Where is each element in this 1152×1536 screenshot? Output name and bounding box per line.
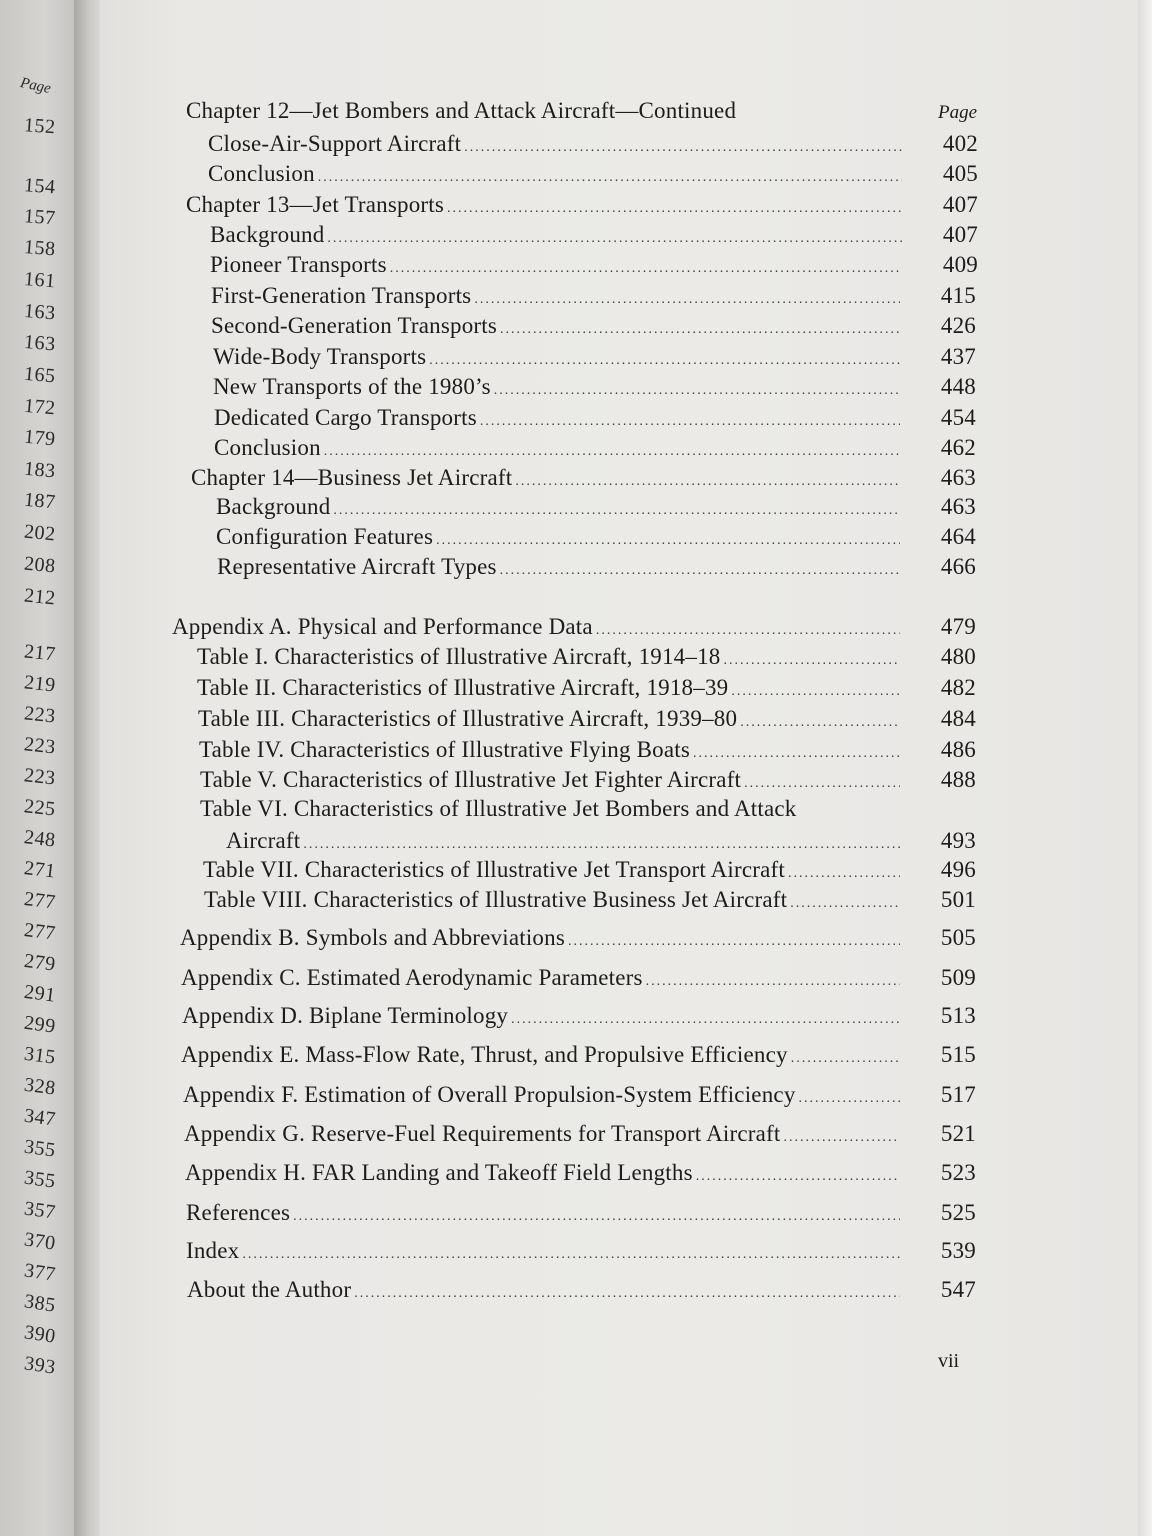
toc-entry-page: 463 xyxy=(940,494,976,519)
toc-entry-title: Configuration Features xyxy=(216,524,434,549)
toc-entry-title: Conclusion xyxy=(214,435,321,460)
toc-entry xyxy=(214,435,976,461)
toc-entry xyxy=(185,1160,976,1186)
left-page-number: 385 xyxy=(22,1290,58,1317)
toc-entry xyxy=(186,1200,976,1226)
left-facing-page xyxy=(0,0,82,1536)
toc-entry xyxy=(210,252,978,278)
dot-leader xyxy=(324,445,900,459)
left-page-number: 357 xyxy=(22,1197,58,1224)
left-page-number: 355 xyxy=(22,1166,58,1193)
dot-leader xyxy=(390,262,902,276)
toc-entry-page: 517 xyxy=(940,1082,976,1107)
toc-entry xyxy=(213,344,976,370)
dot-leader xyxy=(480,415,900,429)
dot-leader xyxy=(447,202,902,216)
toc-entry xyxy=(226,828,976,854)
left-page-number: 202 xyxy=(23,520,57,546)
left-page-number: 277 xyxy=(22,918,57,945)
dot-leader xyxy=(354,1287,900,1301)
toc-entry-page: 402 xyxy=(942,131,978,156)
left-page-number: 187 xyxy=(23,488,57,514)
toc-entry xyxy=(208,161,978,187)
toc-entry-title: Background xyxy=(216,494,331,519)
left-page-number: 377 xyxy=(22,1259,58,1286)
toc-entry xyxy=(200,767,976,793)
dot-leader xyxy=(791,1052,900,1066)
toc-entry-title: Appendix C. Estimated Aerodynamic Parameters xyxy=(181,965,643,990)
left-page-number: 225 xyxy=(22,795,57,821)
dot-leader xyxy=(464,141,902,155)
dot-leader xyxy=(724,654,901,668)
left-page-number: 277 xyxy=(22,888,57,914)
left-page-number: 154 xyxy=(23,174,57,199)
toc-entry-page: 409 xyxy=(942,252,978,277)
toc-entry xyxy=(198,706,976,732)
continued-heading: Chapter 12—Jet Bombers and Attack Aircraft—Continued xyxy=(186,98,737,123)
left-page-number: 163 xyxy=(23,330,57,356)
page-column-label: Page xyxy=(938,102,978,123)
toc-entry-title: Appendix H. FAR Landing and Takeoff Field Lengths xyxy=(185,1160,693,1185)
dot-leader xyxy=(788,867,900,881)
left-page-number: 393 xyxy=(22,1352,58,1379)
toc-entry-title: Table III. Characteristics of Illustrative Aircraft, 1939–80 xyxy=(198,706,738,731)
dot-leader xyxy=(429,354,900,368)
left-page-number: 152 xyxy=(23,114,57,139)
toc-entry-title: First-Generation Transports xyxy=(211,283,472,308)
dot-leader xyxy=(744,777,900,791)
toc-entry-title: References xyxy=(186,1200,291,1225)
toc-entry-page: 539 xyxy=(940,1238,976,1263)
left-page-number: 279 xyxy=(22,949,57,976)
toc-entry-page: 513 xyxy=(940,1003,976,1028)
toc-entry-page: 454 xyxy=(940,405,976,430)
toc-entry xyxy=(210,222,978,248)
toc-entry xyxy=(197,644,976,670)
left-page-number: 179 xyxy=(23,425,57,451)
toc-entry-title: Table VII. Characteristics of Illustrative Jet Transport Aircraft xyxy=(203,857,785,882)
left-page-number: 370 xyxy=(22,1228,58,1255)
toc-entry-page: 426 xyxy=(940,313,976,338)
dot-leader xyxy=(303,838,900,852)
left-page-number: 291 xyxy=(22,980,57,1007)
left-page-number: 223 xyxy=(23,733,57,759)
toc-entry xyxy=(216,494,976,520)
left-page-number: 161 xyxy=(23,268,57,293)
toc-entry-page: 496 xyxy=(940,857,976,882)
toc-entry-page: 482 xyxy=(940,675,976,700)
toc-entry xyxy=(211,283,976,309)
left-page-number: 219 xyxy=(23,671,57,697)
toc-entry xyxy=(199,737,976,763)
toc-entry-page: 466 xyxy=(940,554,976,579)
toc-entry-page: 462 xyxy=(940,435,976,460)
toc-entry xyxy=(182,1003,976,1029)
toc-entry-title: Table IV. Characteristics of Illustrative Flying Boats xyxy=(199,737,691,762)
dot-leader xyxy=(436,534,900,548)
toc-entry xyxy=(211,313,976,339)
left-page-number: 208 xyxy=(23,552,57,578)
left-page-number: 172 xyxy=(23,394,57,420)
toc-entry xyxy=(217,554,976,580)
toc-entry-title: Appendix A. Physical and Performance Data xyxy=(172,614,593,639)
toc-entry-title: Appendix D. Biplane Terminology xyxy=(182,1003,509,1028)
dot-leader xyxy=(740,716,900,730)
left-page-header: Page xyxy=(18,74,53,98)
toc-entry-page: 521 xyxy=(940,1121,976,1146)
toc-entry-page: 509 xyxy=(940,965,976,990)
toc-entry-title: New Transports of the 1980’s xyxy=(213,374,491,399)
toc-entry xyxy=(214,405,976,431)
toc-entry xyxy=(187,1277,976,1303)
toc-entry xyxy=(180,925,976,951)
toc-entry xyxy=(216,524,976,550)
toc-entry-table-vi-line1: Table VI. Characteristics of Illustrative Jet Bombers and Attack xyxy=(200,796,797,821)
toc-entry-title: Second-Generation Transports xyxy=(211,313,498,338)
toc-entry-title: Close-Air-Support Aircraft xyxy=(208,131,462,156)
toc-entry-page: 448 xyxy=(940,374,976,399)
toc-entry-title: Appendix E. Mass-Flow Rate, Thrust, and Propulsive Efficiency xyxy=(181,1042,788,1067)
toc-entry xyxy=(204,887,976,913)
dot-leader xyxy=(515,475,900,489)
toc-entry xyxy=(181,965,976,991)
toc-entry-page: 480 xyxy=(940,644,976,669)
toc-entry-title: Wide-Body Transports xyxy=(213,344,427,369)
toc-entry-title: About the Author xyxy=(187,1277,352,1302)
left-page-number: 217 xyxy=(23,640,57,666)
toc-entry-page: 405 xyxy=(942,161,978,186)
toc-entry xyxy=(181,1042,976,1068)
dot-leader xyxy=(333,504,900,518)
toc-entry-page: 525 xyxy=(940,1200,976,1225)
toc-entry xyxy=(184,1121,976,1147)
toc-entry-title: Table II. Characteristics of Illustrative Aircraft, 1918–39 xyxy=(197,675,729,700)
toc-entry-title: Chapter 14—Business Jet Aircraft xyxy=(191,465,513,490)
left-page-number: 328 xyxy=(22,1073,57,1100)
toc-entry-page: 479 xyxy=(940,614,976,639)
left-page-number: 157 xyxy=(23,205,57,230)
toc-entry xyxy=(172,614,976,640)
toc-entry-page: 407 xyxy=(942,192,978,217)
toc-entry xyxy=(203,857,976,883)
dot-leader xyxy=(242,1248,900,1262)
toc-entry-page: 505 xyxy=(940,925,976,950)
toc-entry-title: Appendix B. Symbols and Abbreviations xyxy=(180,925,565,950)
page-folio: vii xyxy=(938,1350,960,1372)
dot-leader xyxy=(511,1013,900,1027)
left-page-number: 315 xyxy=(22,1042,57,1069)
toc-entry-page: 486 xyxy=(940,737,976,762)
toc-entry xyxy=(191,465,976,491)
toc-entry-title: Dedicated Cargo Transports xyxy=(214,405,477,430)
toc-entry-title: Representative Aircraft Types xyxy=(217,554,497,579)
toc-entry-title: Chapter 13—Jet Transports xyxy=(186,192,444,217)
left-page-number: 390 xyxy=(22,1321,58,1348)
page-edge xyxy=(1138,0,1152,1536)
toc-entry-title: Pioneer Transports xyxy=(210,252,387,277)
dot-leader xyxy=(596,624,900,638)
left-page-number: 223 xyxy=(23,702,57,728)
toc-entry xyxy=(186,1238,976,1264)
toc-entry-page: 463 xyxy=(940,465,976,490)
dot-leader xyxy=(500,564,900,578)
dot-leader xyxy=(696,1170,900,1184)
left-page-number: 271 xyxy=(22,857,57,883)
left-page-number: 299 xyxy=(22,1011,57,1038)
toc-entry-page: 493 xyxy=(940,828,976,853)
toc-entry-page: 501 xyxy=(940,887,976,912)
toc-entry-title: Table VIII. Characteristics of Illustrative Business Jet Aircraft xyxy=(204,887,788,912)
toc-entry-title: Table V. Characteristics of Illustrative Jet Fighter Aircraft xyxy=(200,767,742,792)
toc-entry xyxy=(208,131,978,157)
toc-entry xyxy=(213,374,976,400)
left-page-number: 223 xyxy=(23,764,57,790)
toc-entry-page: 547 xyxy=(940,1277,976,1302)
toc-entry-title: Conclusion xyxy=(208,161,315,186)
toc-entry xyxy=(183,1082,976,1108)
toc-entry xyxy=(186,192,978,218)
toc-entry xyxy=(197,675,976,701)
toc-entry-title: Aircraft xyxy=(226,828,301,853)
toc-entry-title: Appendix G. Reserve-Fuel Requirements for Transport Aircraft xyxy=(184,1121,781,1146)
dot-leader xyxy=(783,1131,900,1145)
dot-leader xyxy=(474,293,900,307)
dot-leader xyxy=(293,1210,900,1224)
dot-leader xyxy=(693,747,900,761)
left-page-number: 165 xyxy=(23,362,57,388)
toc-entry-title: Table I. Characteristics of Illustrative Aircraft, 1914–18 xyxy=(197,644,721,669)
toc-entry-page: 515 xyxy=(940,1042,976,1067)
dot-leader xyxy=(500,323,900,337)
left-page-number: 158 xyxy=(23,236,57,261)
dot-leader xyxy=(731,685,900,699)
left-page-number: 212 xyxy=(23,584,57,610)
left-page-number: 248 xyxy=(22,826,57,852)
toc-entry-title: Appendix F. Estimation of Overall Propulsion-System Efficiency xyxy=(183,1082,796,1107)
left-page-number: 347 xyxy=(22,1104,57,1131)
left-page-number: 183 xyxy=(23,457,57,483)
left-page-number: 355 xyxy=(22,1135,57,1162)
toc-entry-title: Background xyxy=(210,222,325,247)
dot-leader xyxy=(799,1092,900,1106)
toc-entry-page: 437 xyxy=(940,344,976,369)
toc-entry-page: 407 xyxy=(942,222,978,247)
dot-leader xyxy=(568,935,900,949)
toc-entry-page: 488 xyxy=(940,767,976,792)
toc-entry-title: Index xyxy=(186,1238,240,1263)
toc-entry-page: 415 xyxy=(940,283,976,308)
toc-entry-page: 484 xyxy=(940,706,976,731)
toc-entry-page: 523 xyxy=(940,1160,976,1185)
dot-leader xyxy=(494,384,900,398)
left-page-number: 163 xyxy=(23,299,57,325)
toc-entry-page: 464 xyxy=(940,524,976,549)
dot-leader xyxy=(318,171,902,185)
dot-leader xyxy=(327,232,902,246)
dot-leader xyxy=(646,975,900,989)
dot-leader xyxy=(790,897,900,911)
